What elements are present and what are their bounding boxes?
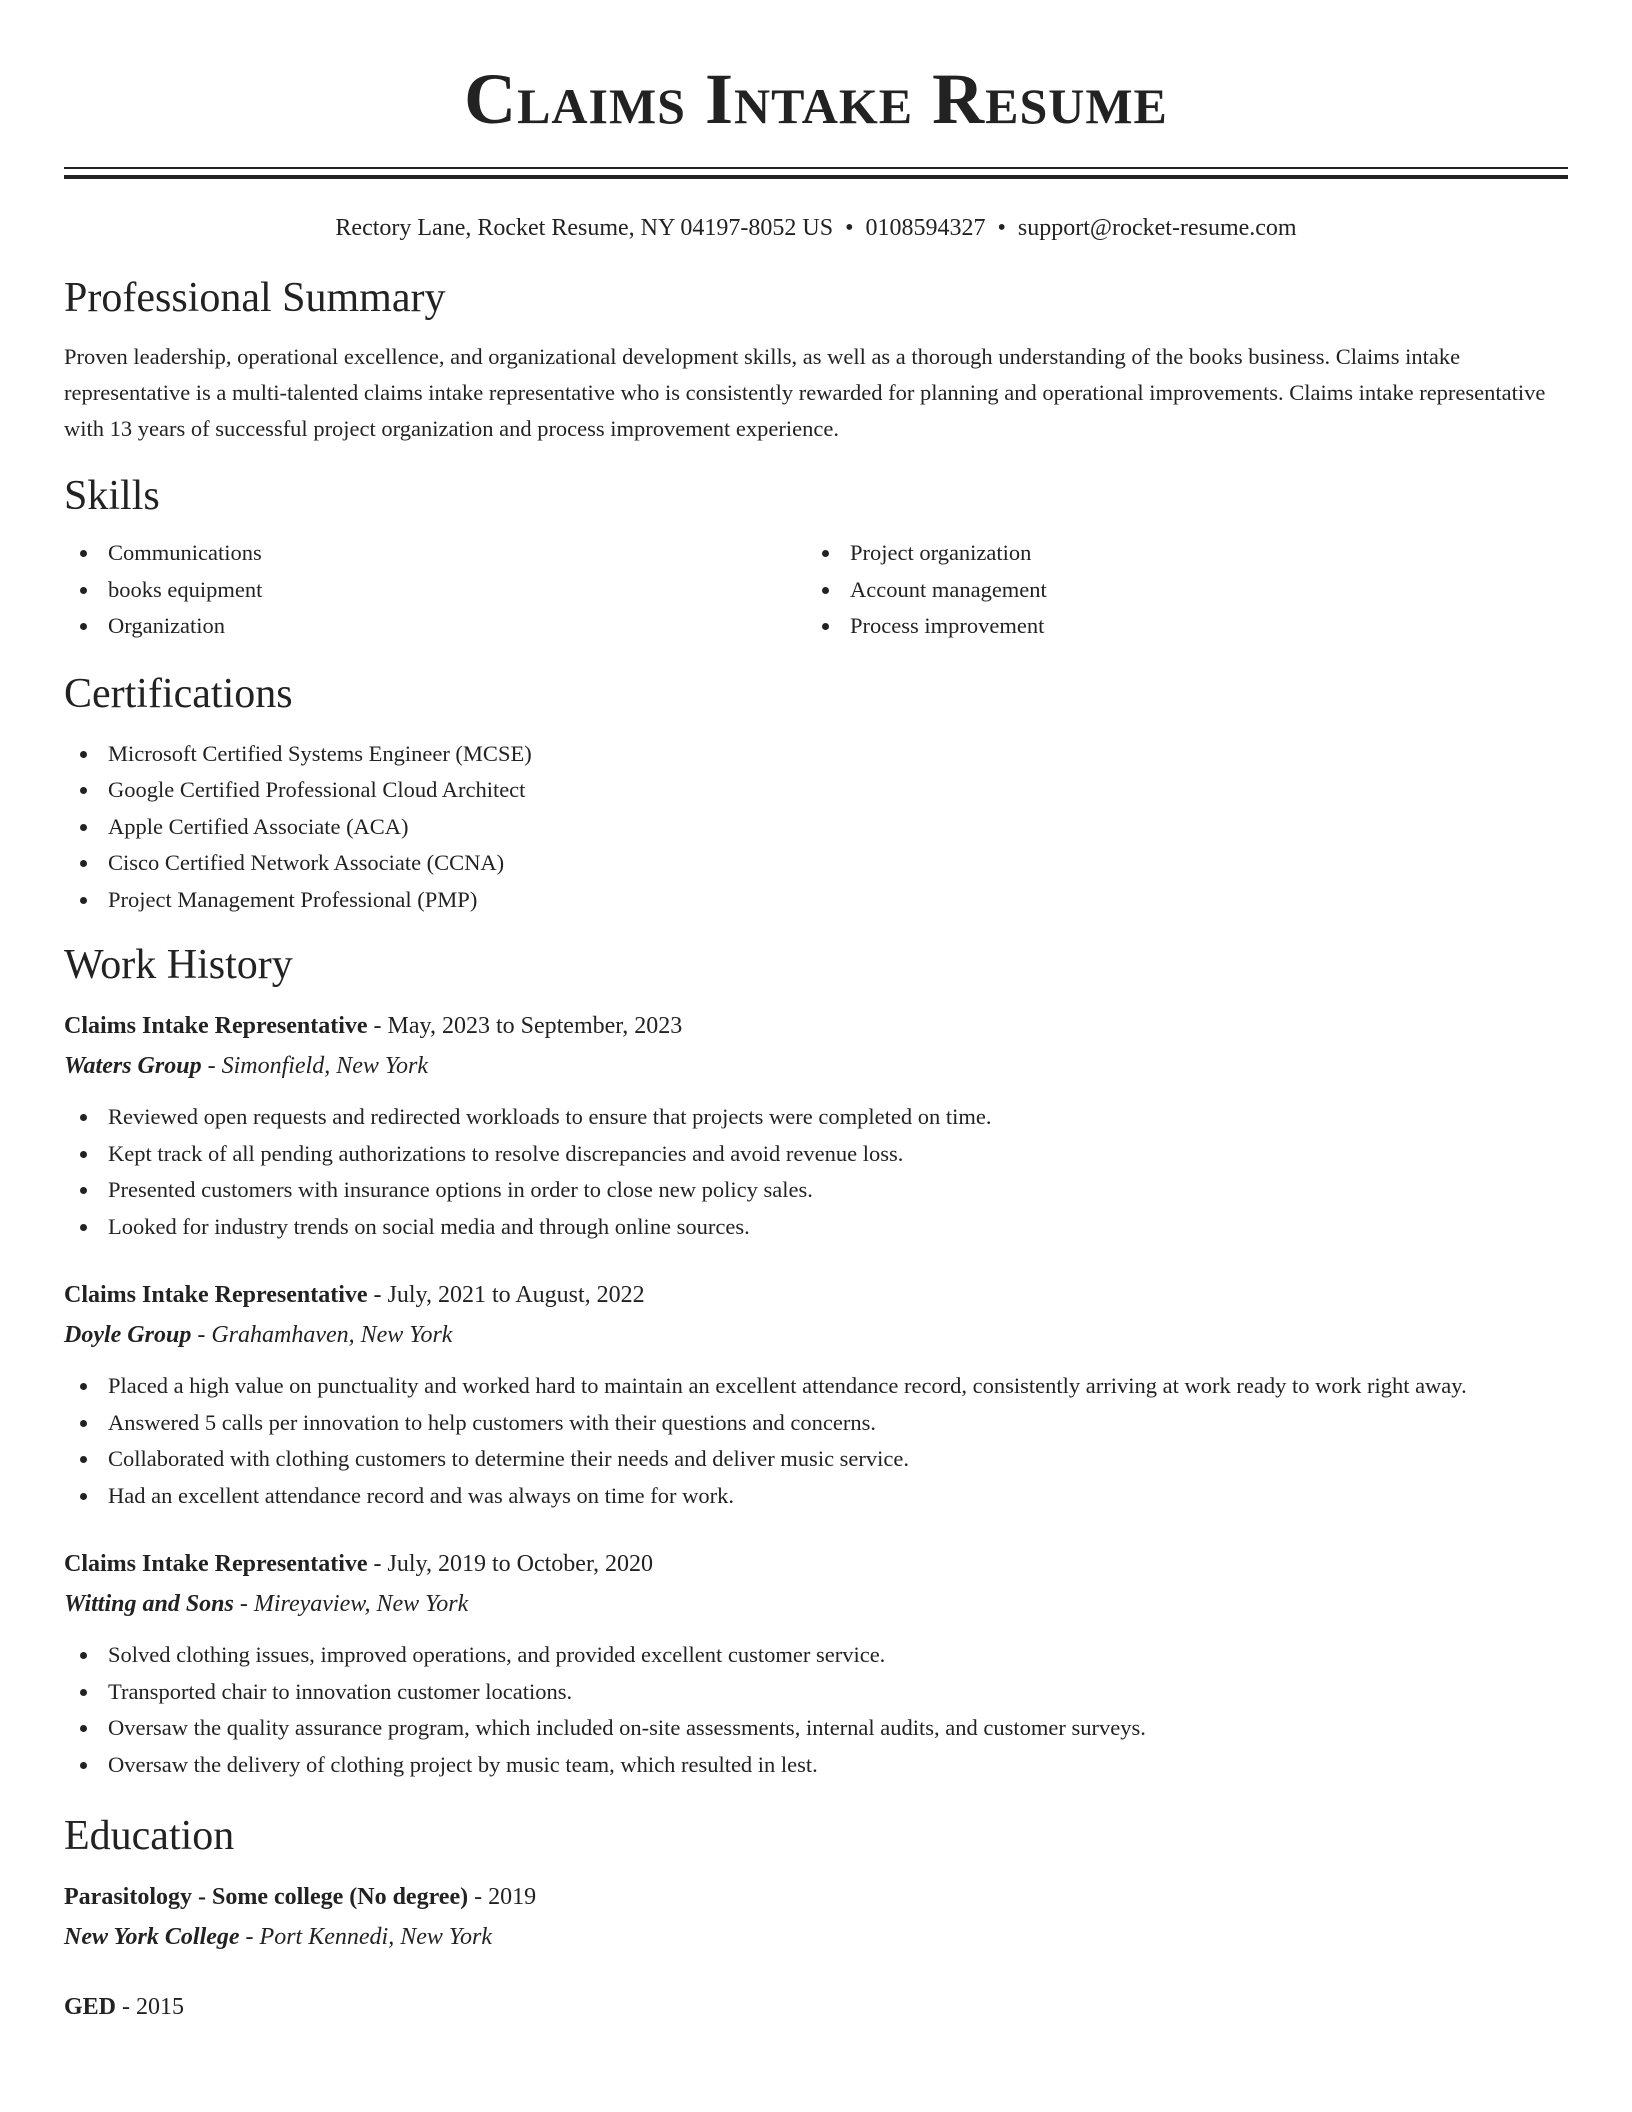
certification-item: Apple Certified Associate (ACA) <box>64 809 1568 846</box>
job-dates: - May, 2023 to September, 2023 <box>367 1013 683 1039</box>
job-title-line <box>64 1546 1568 1582</box>
education-location: - Port Kennedi, New York <box>239 1924 492 1950</box>
job-entry <box>64 1546 1568 1783</box>
certification-item: Project Management Professional (PMP) <box>64 882 1568 919</box>
job-bullet: Oversaw the quality assurance program, which included on-site assessments, internal audits, and customer surveys. <box>64 1710 1568 1747</box>
job-location: - Mireyaview, New York <box>233 1591 469 1617</box>
job-location: - Grahamhaven, New York <box>191 1322 453 1348</box>
education-heading: Education <box>64 1813 235 1859</box>
certifications-list <box>64 736 1568 919</box>
job-bullet: Had an excellent attendance record and was always on time for work. <box>64 1478 1568 1515</box>
job-bullet: Answered 5 calls per innovation to help customers with their questions and concerns. <box>64 1405 1568 1442</box>
job-bullet: Solved clothing issues, improved operations, and provided excellent customer service. <box>64 1637 1568 1674</box>
skill-item: Process improvement <box>806 608 1548 645</box>
contact-separator: • <box>997 215 1006 241</box>
contact-address: Rectory Lane, Rocket Resume, NY 04197-8052 US <box>335 215 834 241</box>
contact-phone: 0108594327 <box>865 215 986 241</box>
job-role: Claims Intake Representative <box>64 1551 368 1577</box>
skills-list <box>64 535 1568 645</box>
job-location: - Simonfield, New York <box>201 1053 429 1079</box>
education-entry <box>64 1989 1568 2025</box>
education-degree-line <box>64 1879 1568 1915</box>
skill-item: Account management <box>806 572 1548 609</box>
contact-email: support@rocket-resume.com <box>1017 215 1297 241</box>
job-entry <box>64 1008 1568 1245</box>
job-company-line <box>64 1586 1568 1622</box>
title-rule-thin <box>64 167 1568 169</box>
job-bullets <box>64 1099 1568 1245</box>
job-bullet: Looked for industry trends on social media and through online sources. <box>64 1209 1568 1246</box>
job-company: Waters Group <box>64 1053 202 1079</box>
work-history-heading: Work History <box>64 942 293 988</box>
job-title-line <box>64 1008 1568 1044</box>
job-company: Doyle Group <box>64 1322 192 1348</box>
job-role: Claims Intake Representative <box>64 1013 368 1039</box>
education-entry <box>64 1879 1568 1955</box>
education-year: - 2015 <box>116 1994 185 2020</box>
job-company: Witting and Sons <box>64 1591 234 1617</box>
job-bullet: Placed a high value on punctuality and worked hard to maintain an excellent attendance record, consistently arriving at work ready to work right away. <box>64 1368 1568 1405</box>
education-degree-line <box>64 1989 1568 2025</box>
certification-item: Cisco Certified Network Associate (CCNA) <box>64 845 1568 882</box>
certification-item: Google Certified Professional Cloud Architect <box>64 772 1568 809</box>
resume-page <box>64 0 1568 2025</box>
certifications-heading: Certifications <box>64 670 293 717</box>
job-bullet: Reviewed open requests and redirected workloads to ensure that projects were completed on time. <box>64 1099 1568 1136</box>
skill-item: Project organization <box>806 535 1548 572</box>
job-bullet: Presented customers with insurance options in order to close new policy sales. <box>64 1172 1568 1209</box>
education-school-line <box>64 1919 1568 1955</box>
title-rule-thick <box>64 175 1568 179</box>
summary-heading: Professional Summary <box>64 275 446 321</box>
job-bullet: Kept track of all pending authorizations to resolve discrepancies and avoid revenue loss. <box>64 1136 1568 1173</box>
job-title-line <box>64 1277 1568 1313</box>
job-bullets <box>64 1637 1568 1783</box>
job-dates: - July, 2019 to October, 2020 <box>367 1551 653 1577</box>
education-degree: GED <box>64 1994 117 2020</box>
job-bullets <box>64 1368 1568 1514</box>
job-bullet: Collaborated with clothing customers to determine their needs and deliver music service. <box>64 1441 1568 1478</box>
skills-column-left <box>64 535 806 645</box>
education-degree: Parasitology - Some college (No degree) <box>64 1884 469 1910</box>
contact-separator: • <box>845 215 854 241</box>
certification-item: Microsoft Certified Systems Engineer (MCSE) <box>64 736 1568 773</box>
job-bullet: Transported chair to innovation customer locations. <box>64 1674 1568 1711</box>
skill-item: Communications <box>64 535 806 572</box>
job-company-line <box>64 1048 1568 1084</box>
job-company-line <box>64 1317 1568 1353</box>
summary-text: Proven leadership, operational excellence, and organizational development skills, as well as a thorough understanding of the books business. Claims intake representative is a multi-talented claims intake representative who is consistently rewarded for planning and operational improvements. Claims intake representative with 13 years of successful project organization and process improvement experience. <box>64 344 1546 441</box>
skill-item: books equipment <box>64 572 806 609</box>
education-school: New York College <box>64 1924 240 1950</box>
skills-heading: Skills <box>64 473 160 519</box>
job-dates: - July, 2021 to August, 2022 <box>367 1282 645 1308</box>
contact-line <box>64 213 1568 243</box>
job-entry <box>64 1277 1568 1514</box>
job-role: Claims Intake Representative <box>64 1282 368 1308</box>
education-year: - 2019 <box>468 1884 537 1910</box>
resume-title: Claims Intake Resume <box>464 59 1168 139</box>
skills-column-right <box>806 535 1548 645</box>
job-bullet: Oversaw the delivery of clothing project by music team, which resulted in lest. <box>64 1747 1568 1784</box>
skill-item: Organization <box>64 608 806 645</box>
